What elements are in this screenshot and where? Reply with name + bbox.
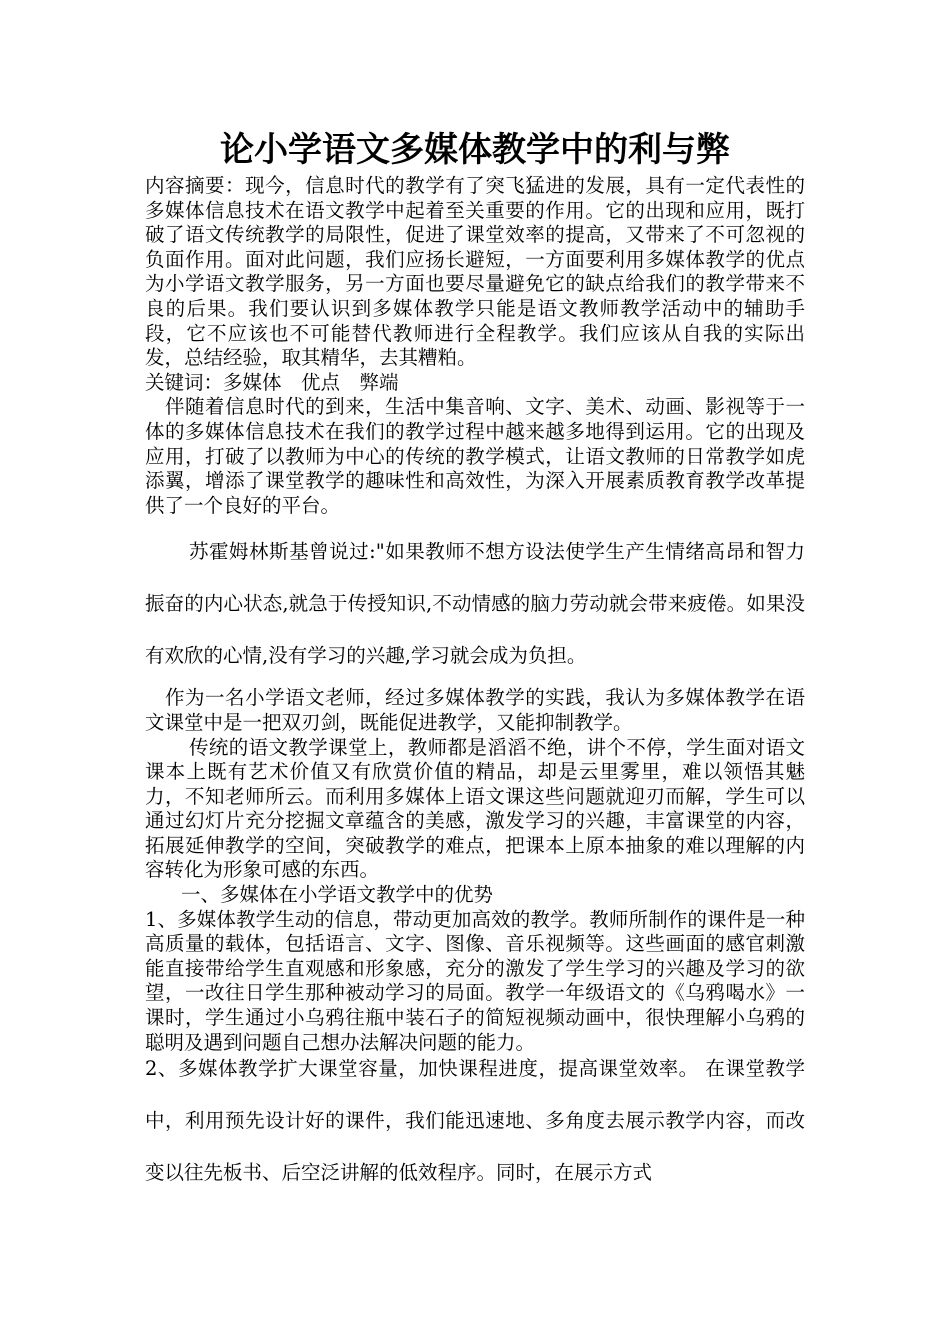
intro-paragraph: 伴随着信息时代的到来，生活中集音响、文字、美术、动画、影视等于一体的多媒体信息技术在我们的教学过程中越来越多地得到运用。它的出现及应用，打破了以教师为中心的传统的教学模式，让语文教师的日常教学如虎添翼，增添了课堂教学的趣味性和高效性，为深入开展素质教育教学改革提供了一个良好的平台。 bbox=[145, 395, 805, 517]
traditional-paragraph: 传统的语文教学课堂上，教师都是滔滔不绝，讲个不停，学生面对语文课本上既有艺术价值又有欣赏价值的精品，却是云里雾里，难以领悟其魅力，不知老师所云。而利用多媒体上语文课这些问题就迎刃而解，学生可以通过幻灯片充分挖掘文章蕴含的美感，激发学习的兴趣，丰富课堂的内容，拓展延伸教学的空间，突破教学的难点，把课本上原本抽象的难以理解的内容转化为形象可感的东西。 bbox=[145, 735, 805, 882]
document-title: 论小学语文多媒体教学中的利与弊 bbox=[220, 130, 730, 170]
section-heading-1: 一、多媒体在小学语文教学中的优势 bbox=[181, 883, 494, 907]
teacher-paragraph: 作为一名小学语文老师，经过多媒体教学的实践，我认为多媒体教学在语文课堂中是一把双刃剑，既能促进教学，又能抑制教学。 bbox=[145, 686, 805, 734]
abstract-paragraph: 内容摘要：现今，信息时代的教学有了突飞猛进的发展，具有一定代表性的多媒体信息技术在语文教学中起着至关重要的作用。它的出现和应用，既打破了语文传统教学的局限性，促进了课堂效率的提高，又带来了不可忽视的负面作用。面对此问题，我们应扬长避短，一方面要利用多媒体教学的优点为小学语文教学服务，另一方面也要尽量避免它的缺点给我们的教学带来不良的后果。我们要认识到多媒体教学只能是语文教师教学活动中的辅助手段，它不应该也不可能替代教师进行全程教学。我们应该从自我的实际出发，总结经验，取其精华，去其糟粕。 bbox=[145, 174, 805, 370]
point-1-paragraph: 1、多媒体教学生动的信息，带动更加高效的教学。教师所制作的课件是一种高质量的载体，包括语言、文字、图像、音乐视频等。这些画面的感官刺激能直接带给学生直观感和形象感，充分的激发了学生学习的兴趣及学习的欲望，一改往日学生那种被动学习的局面。教学一年级语文的《乌鸦喝水》一课时，学生通过小乌鸦往瓶中装石子的简短视频动画中，很快理解小乌鸦的聪明及遇到问题自己想办法解决问题的能力。 bbox=[145, 907, 805, 1054]
document-page bbox=[145, 126, 805, 1199]
quote-paragraph: 苏霍姆林斯基曾说过:"如果教师不想方设法使学生产生情绪高昂和智力振奋的内心状态,就急于传授知识,不动情感的脑力劳动就会带来疲倦。如果没有欢欣的心情,没有学习的兴趣,学习就会成为负担。 bbox=[145, 540, 805, 668]
point-2-paragraph: 2、多媒体教学扩大课堂容量，加快课程进度，提高课堂效率。 在课堂教学中，利用预先设计好的课件，我们能迅速地、多角度去展示教学内容，而改变以往先板书、后空泛讲解的低效程序。同时，在展示方式 bbox=[145, 1057, 805, 1185]
keywords-line: 关键词：多媒体 优点 弊端 bbox=[145, 370, 399, 394]
